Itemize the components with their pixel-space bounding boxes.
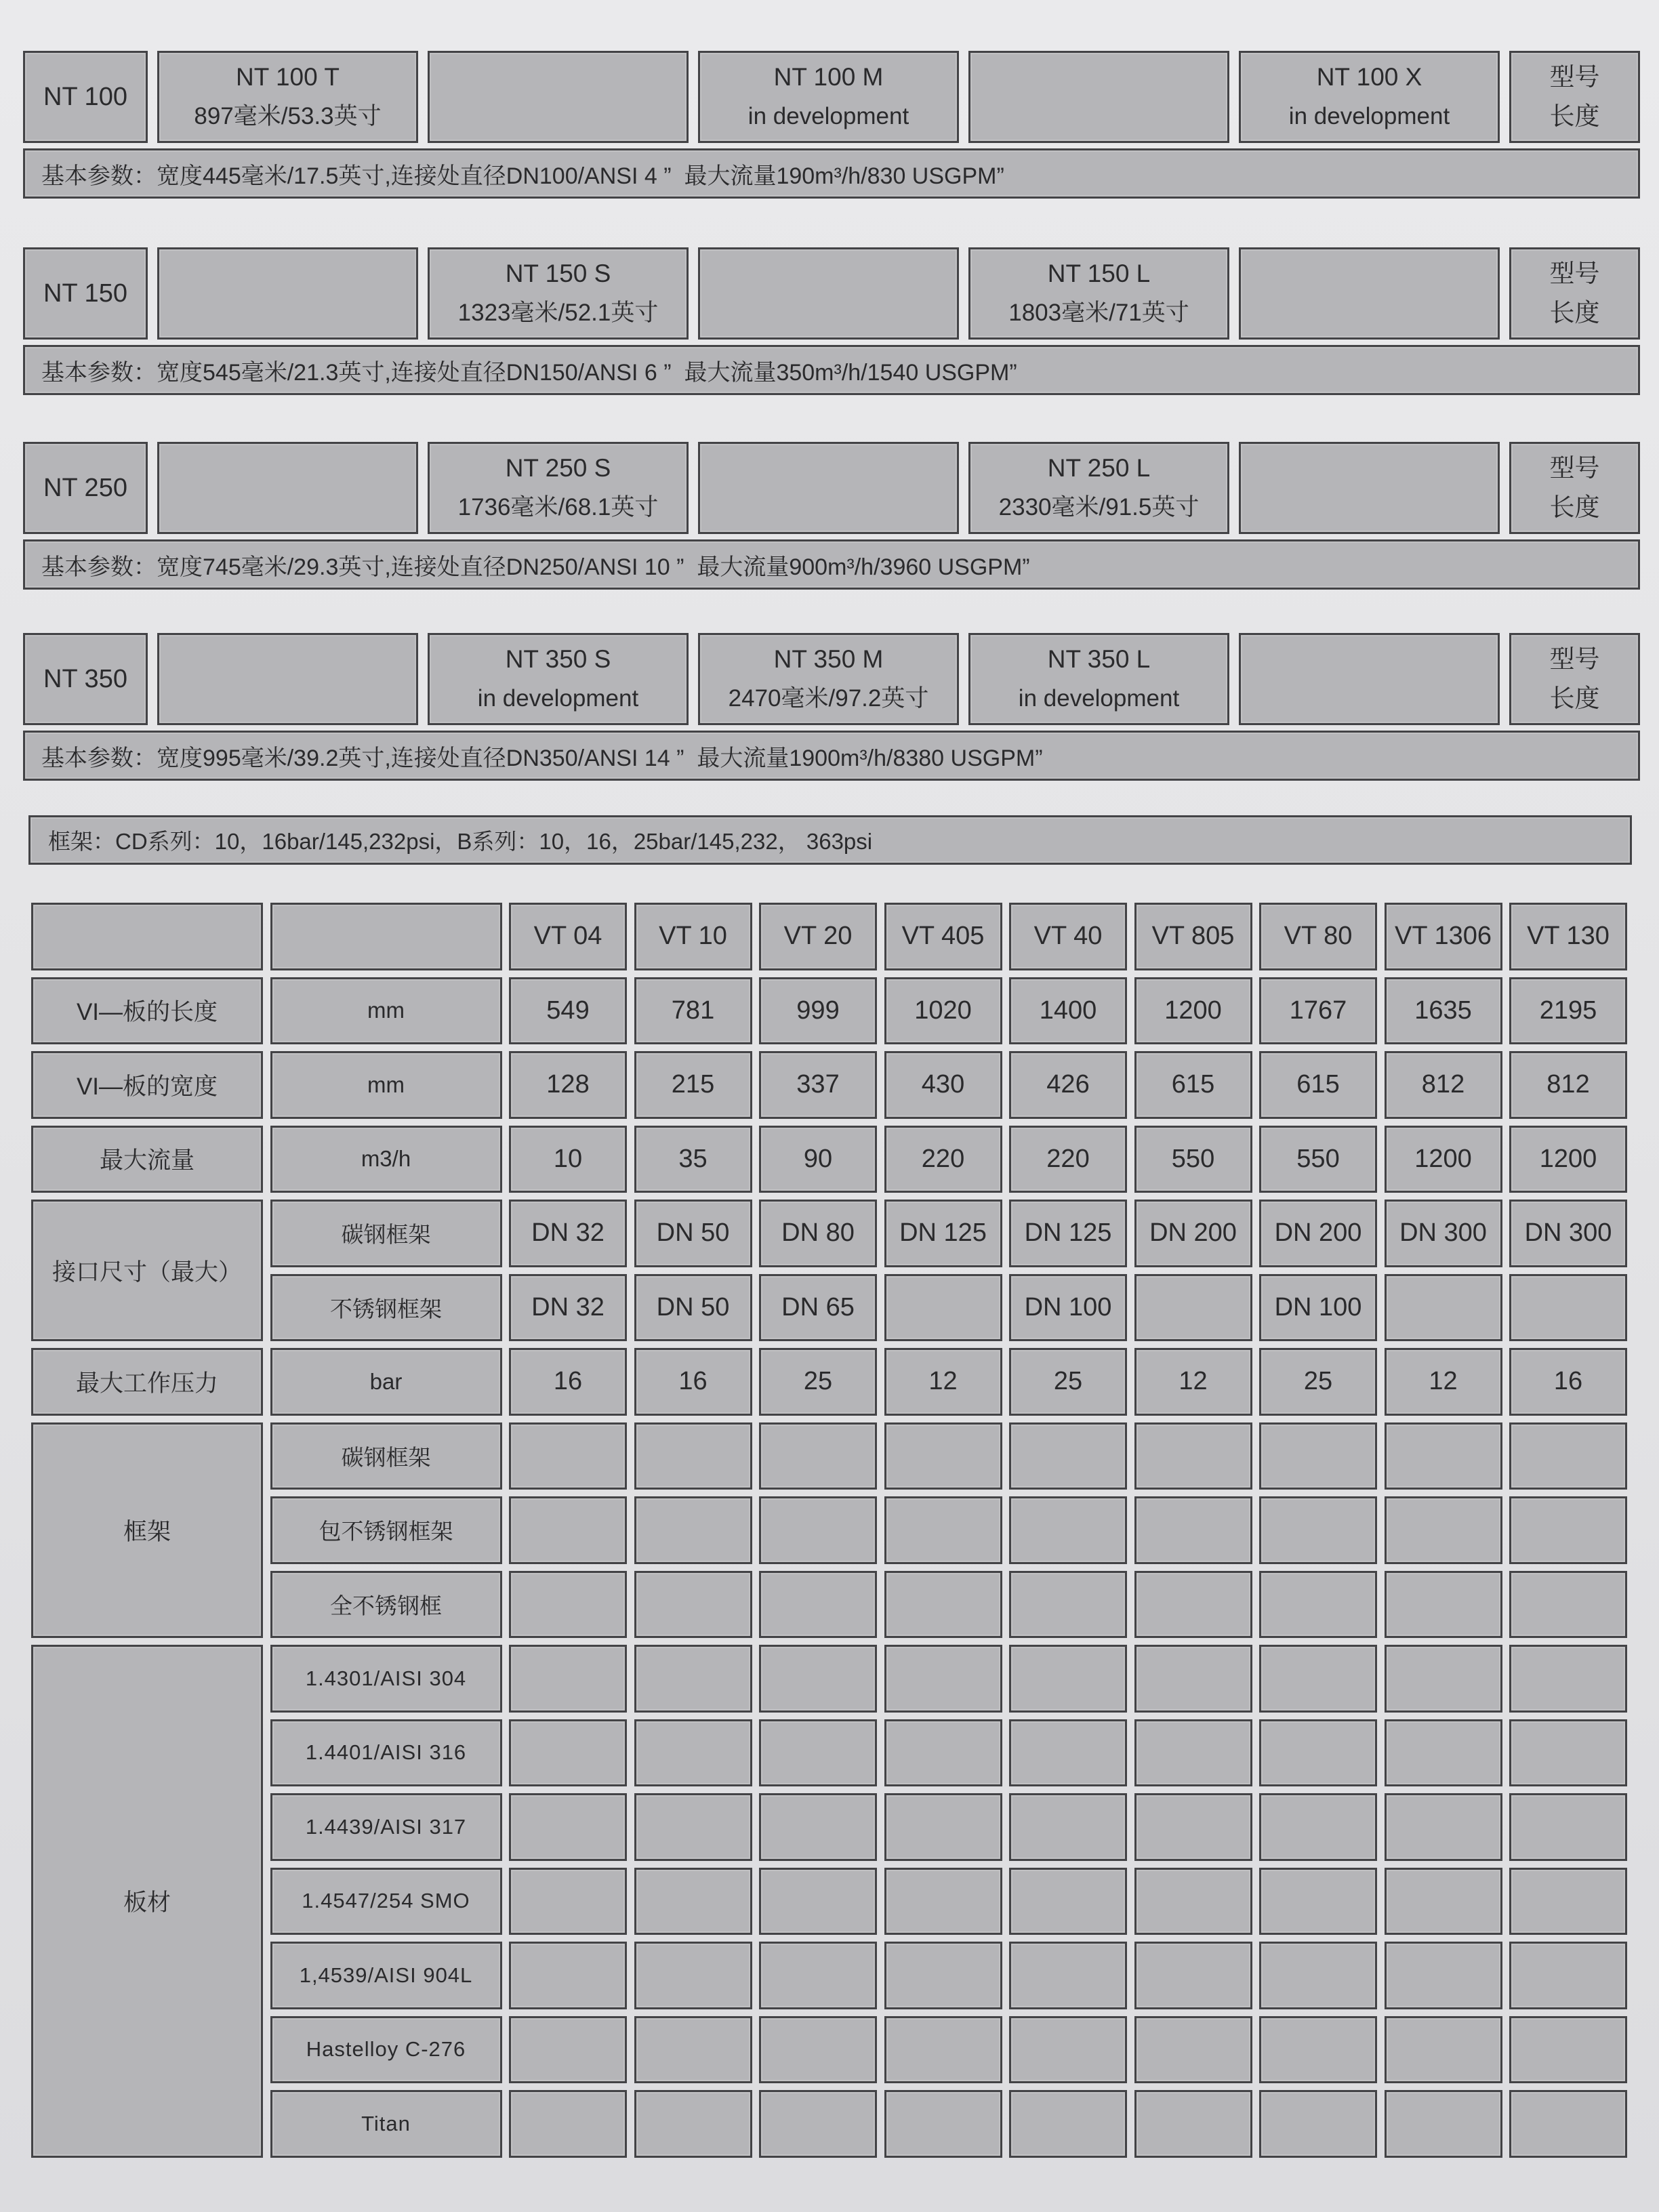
model-length: in development [747,103,909,129]
model-length: 2470毫米/97.2英寸 [728,685,929,712]
empty-cell [759,2090,877,2158]
basic-parameters: 基本参数：宽度995毫米/39.2英寸,连接处直径DN350/ANSI 14 ” 最大流量1900m³/h/8380 USGPM” [23,731,1640,781]
empty-cell [1509,1422,1627,1490]
row-label: 接口尺寸（最大） [31,1200,263,1341]
model-box [428,442,689,534]
value-cell: DN 200 [1134,1200,1252,1267]
empty-cell [884,1793,1002,1861]
value-cell: 426 [1009,1051,1127,1119]
empty-cell [509,1793,627,1861]
empty-cell [1385,1793,1502,1861]
model-box [428,247,689,340]
column-header: VT 80 [1259,903,1377,970]
empty-cell [1134,1793,1252,1861]
empty-model-box [157,442,418,534]
empty-cell [634,1793,752,1861]
empty-cell [1009,1942,1127,2009]
empty-cell [759,2016,877,2084]
empty-cell [1009,1868,1127,1936]
value-cell: 1767 [1259,977,1377,1045]
value-cell: 550 [1259,1126,1377,1193]
empty-cell [1385,1422,1502,1490]
value-cell: 1200 [1509,1126,1627,1193]
model-name: NT 350 M [773,645,884,673]
empty-cell [1009,1571,1127,1639]
row-sublabel: 1.4401/AISI 316 [270,1719,502,1787]
legend-box [1509,247,1640,340]
row-sublabel: bar [270,1348,502,1416]
value-cell: 781 [634,977,752,1045]
legend-model: 型号 [1549,63,1600,91]
row-sublabel: 不锈钢框架 [270,1274,502,1342]
empty-cell [884,1422,1002,1490]
model-name: NT 250 S [505,454,611,482]
series-name: NT 250 [43,474,127,502]
empty-cell [1134,1422,1252,1490]
nt-350-section [23,633,1640,781]
model-name: NT 150 S [505,260,611,287]
value-cell: DN 32 [509,1200,627,1267]
series-name: NT 100 [43,83,127,111]
empty-model-box [1239,247,1500,340]
empty-cell [759,1645,877,1713]
empty-cell [1009,1719,1127,1787]
row-label: 板材 [31,1645,263,2158]
empty-cell [1009,1645,1127,1713]
value-cell: 90 [759,1126,877,1193]
empty-cell [884,1274,1002,1342]
value-cell: 615 [1134,1051,1252,1119]
empty-cell [1259,1868,1377,1936]
model-length: in development [1288,103,1450,129]
model-name: NT 150 L [1047,260,1151,287]
empty-cell [1134,1868,1252,1936]
empty-cell [509,2090,627,2158]
value-cell: 999 [759,977,877,1045]
value-cell: DN 100 [1259,1274,1377,1342]
empty-cell [634,1496,752,1564]
empty-cell [509,1719,627,1787]
nt-150-section [23,247,1640,395]
value-cell: DN 50 [634,1274,752,1342]
value-cell: 12 [1385,1348,1502,1416]
series-label [23,442,148,534]
model-row [23,633,1640,725]
model-name: NT 100 M [773,63,884,91]
empty-cell [1259,1719,1377,1787]
model-length: in development [477,685,639,712]
empty-cell [884,1942,1002,2009]
corner-cell [270,903,502,970]
legend-length: 长度 [1549,493,1600,521]
model-row [23,247,1640,340]
value-cell: 549 [509,977,627,1045]
value-cell: 16 [509,1348,627,1416]
nt-100-section [23,51,1640,199]
empty-cell [1509,1719,1627,1787]
value-cell: 10 [509,1126,627,1193]
empty-cell [1385,2090,1502,2158]
empty-cell [1259,1942,1377,2009]
model-row [23,442,1640,534]
value-cell: 16 [1509,1348,1627,1416]
legend-model: 型号 [1549,260,1600,287]
empty-cell [759,1496,877,1564]
empty-cell [1009,1496,1127,1564]
empty-cell [1009,1793,1127,1861]
empty-cell [759,1868,877,1936]
column-header: VT 04 [509,903,627,970]
row-label: VI—板的宽度 [31,1051,263,1119]
value-cell: 1200 [1385,1126,1502,1193]
value-cell: 220 [884,1126,1002,1193]
empty-cell [884,1645,1002,1713]
legend-model: 型号 [1549,454,1600,482]
empty-cell [509,1868,627,1936]
spec-table [31,903,1627,2158]
empty-cell [509,1496,627,1564]
empty-cell [1509,1571,1627,1639]
value-cell: 25 [759,1348,877,1416]
basic-parameters: 基本参数：宽度445毫米/17.5英寸,连接处直径DN100/ANSI 4 ” 最大流量190m³/h/830 USGPM” [23,148,1640,199]
legend-length: 长度 [1549,102,1600,130]
value-cell: DN 32 [509,1274,627,1342]
series-label [23,51,148,143]
column-header: VT 405 [884,903,1002,970]
empty-model-box [157,247,418,340]
value-cell: 35 [634,1126,752,1193]
row-label: VI—板的长度 [31,977,263,1045]
value-cell: DN 300 [1385,1200,1502,1267]
empty-cell [1009,1422,1127,1490]
row-sublabel: m3/h [270,1126,502,1193]
empty-cell [1134,1942,1252,2009]
row-sublabel: 1,4539/AISI 904L [270,1942,502,2009]
value-cell: 12 [1134,1348,1252,1416]
empty-cell [1385,1868,1502,1936]
model-name: NT 350 S [505,645,611,673]
series-name: NT 350 [43,665,127,693]
row-sublabel: 1.4439/AISI 317 [270,1793,502,1861]
empty-model-box [157,633,418,725]
model-box [428,633,689,725]
empty-cell [1259,1645,1377,1713]
value-cell: DN 125 [884,1200,1002,1267]
row-sublabel: 包不锈钢框架 [270,1496,502,1564]
model-box [157,51,418,143]
empty-cell [634,2090,752,2158]
model-length: 1323毫米/52.1英寸 [457,300,659,326]
value-cell: 16 [634,1348,752,1416]
model-length: in development [1018,685,1180,712]
empty-model-box [1239,442,1500,534]
empty-cell [1259,2016,1377,2084]
model-box [698,633,959,725]
empty-cell [634,2016,752,2084]
empty-cell [509,1571,627,1639]
value-cell: 1400 [1009,977,1127,1045]
empty-cell [1385,1942,1502,2009]
empty-cell [884,2016,1002,2084]
row-sublabel: Hastelloy C-276 [270,2016,502,2084]
empty-cell [634,1719,752,1787]
legend-length: 长度 [1549,684,1600,712]
empty-cell [1134,2016,1252,2084]
empty-cell [759,1942,877,2009]
empty-cell [634,1645,752,1713]
value-cell: 1020 [884,977,1002,1045]
row-label: 框架 [31,1422,263,1639]
value-cell: 812 [1509,1051,1627,1119]
model-length: 897毫米/53.3英寸 [194,103,382,129]
empty-cell [1509,2016,1627,2084]
value-cell: 220 [1009,1126,1127,1193]
empty-cell [1134,1274,1252,1342]
value-cell: 1635 [1385,977,1502,1045]
empty-cell [509,2016,627,2084]
value-cell: 12 [884,1348,1002,1416]
value-cell: 25 [1259,1348,1377,1416]
legend-box [1509,51,1640,143]
empty-cell [884,1868,1002,1936]
empty-cell [884,1719,1002,1787]
model-box [968,442,1229,534]
model-length: 2330毫米/91.5英寸 [998,494,1200,520]
legend-model: 型号 [1549,645,1600,673]
empty-cell [509,1422,627,1490]
empty-cell [1509,1496,1627,1564]
row-sublabel: mm [270,1051,502,1119]
empty-cell [1134,1496,1252,1564]
empty-cell [1509,1942,1627,2009]
column-header: VT 40 [1009,903,1127,970]
row-sublabel: Titan [270,2090,502,2158]
model-row [23,51,1640,143]
series-label [23,247,148,340]
value-cell: 215 [634,1051,752,1119]
value-cell: 1200 [1134,977,1252,1045]
empty-model-box [1239,633,1500,725]
empty-cell [1509,1645,1627,1713]
empty-cell [884,1496,1002,1564]
empty-cell [1259,1496,1377,1564]
empty-model-box [698,247,959,340]
empty-cell [1259,1571,1377,1639]
value-cell: DN 125 [1009,1200,1127,1267]
empty-cell [884,2090,1002,2158]
legend-box [1509,442,1640,534]
empty-cell [759,1793,877,1861]
value-cell: 25 [1009,1348,1127,1416]
corner-cell [31,903,263,970]
model-box [1239,51,1500,143]
empty-model-box [428,51,689,143]
value-cell: 812 [1385,1051,1502,1119]
column-header: VT 10 [634,903,752,970]
empty-model-box [968,51,1229,143]
model-name: NT 100 X [1316,63,1422,91]
empty-cell [759,1422,877,1490]
empty-cell [1385,1274,1502,1342]
empty-cell [759,1571,877,1639]
value-cell: 550 [1134,1126,1252,1193]
basic-parameters: 基本参数：宽度545毫米/21.3英寸,连接处直径DN150/ANSI 6 ” 最大流量350m³/h/1540 USGPM” [23,345,1640,395]
value-cell: DN 50 [634,1200,752,1267]
row-sublabel: 碳钢框架 [270,1422,502,1490]
empty-cell [1385,1571,1502,1639]
empty-cell [1259,1793,1377,1861]
value-cell: DN 300 [1509,1200,1627,1267]
frame-note: 框架：CD系列：10，16bar/145,232psi，B系列：10，16，25bar/145,232， 363psi [28,815,1632,865]
empty-cell [1509,1274,1627,1342]
column-header: VT 805 [1134,903,1252,970]
row-sublabel: 1.4547/254 SMO [270,1868,502,1936]
series-name: NT 150 [43,279,127,308]
basic-parameters: 基本参数：宽度745毫米/29.3英寸,连接处直径DN250/ANSI 10 ” 最大流量900m³/h/3960 USGPM” [23,539,1640,590]
empty-cell [1385,2016,1502,2084]
legend-length: 长度 [1549,299,1600,327]
row-sublabel: 全不锈钢框 [270,1571,502,1639]
series-label [23,633,148,725]
model-name: NT 250 L [1047,454,1151,482]
empty-cell [509,1645,627,1713]
model-name: NT 350 L [1047,645,1151,673]
empty-cell [1134,1571,1252,1639]
model-name: NT 100 T [236,63,340,91]
model-box [968,247,1229,340]
value-cell: 430 [884,1051,1002,1119]
empty-cell [1009,2090,1127,2158]
empty-cell [1259,1422,1377,1490]
empty-cell [1385,1719,1502,1787]
column-header: VT 20 [759,903,877,970]
model-box [698,51,959,143]
model-length: 1736毫米/68.1英寸 [457,494,659,520]
empty-cell [1509,1868,1627,1936]
model-length: 1803毫米/71英寸 [1008,300,1189,326]
value-cell: DN 100 [1009,1274,1127,1342]
empty-cell [1509,1793,1627,1861]
column-header: VT 1306 [1385,903,1502,970]
row-label: 最大工作压力 [31,1348,263,1416]
row-sublabel: mm [270,977,502,1045]
empty-cell [634,1571,752,1639]
legend-box [1509,633,1640,725]
value-cell: DN 80 [759,1200,877,1267]
row-sublabel: 1.4301/AISI 304 [270,1645,502,1713]
empty-cell [1134,1645,1252,1713]
empty-cell [884,1571,1002,1639]
empty-cell [634,1942,752,2009]
value-cell: 2195 [1509,977,1627,1045]
empty-cell [509,1942,627,2009]
empty-cell [634,1422,752,1490]
empty-cell [1509,2090,1627,2158]
empty-model-box [698,442,959,534]
empty-cell [1134,2090,1252,2158]
model-box [968,633,1229,725]
value-cell: DN 200 [1259,1200,1377,1267]
empty-cell [1385,1496,1502,1564]
nt-250-section [23,442,1640,590]
row-label: 最大流量 [31,1126,263,1193]
value-cell: DN 65 [759,1274,877,1342]
empty-cell [1259,2090,1377,2158]
empty-cell [1009,2016,1127,2084]
empty-cell [1134,1719,1252,1787]
row-sublabel: 碳钢框架 [270,1200,502,1267]
value-cell: 337 [759,1051,877,1119]
column-header: VT 130 [1509,903,1627,970]
empty-cell [1385,1645,1502,1713]
value-cell: 128 [509,1051,627,1119]
empty-cell [759,1719,877,1787]
value-cell: 615 [1259,1051,1377,1119]
empty-cell [634,1868,752,1936]
